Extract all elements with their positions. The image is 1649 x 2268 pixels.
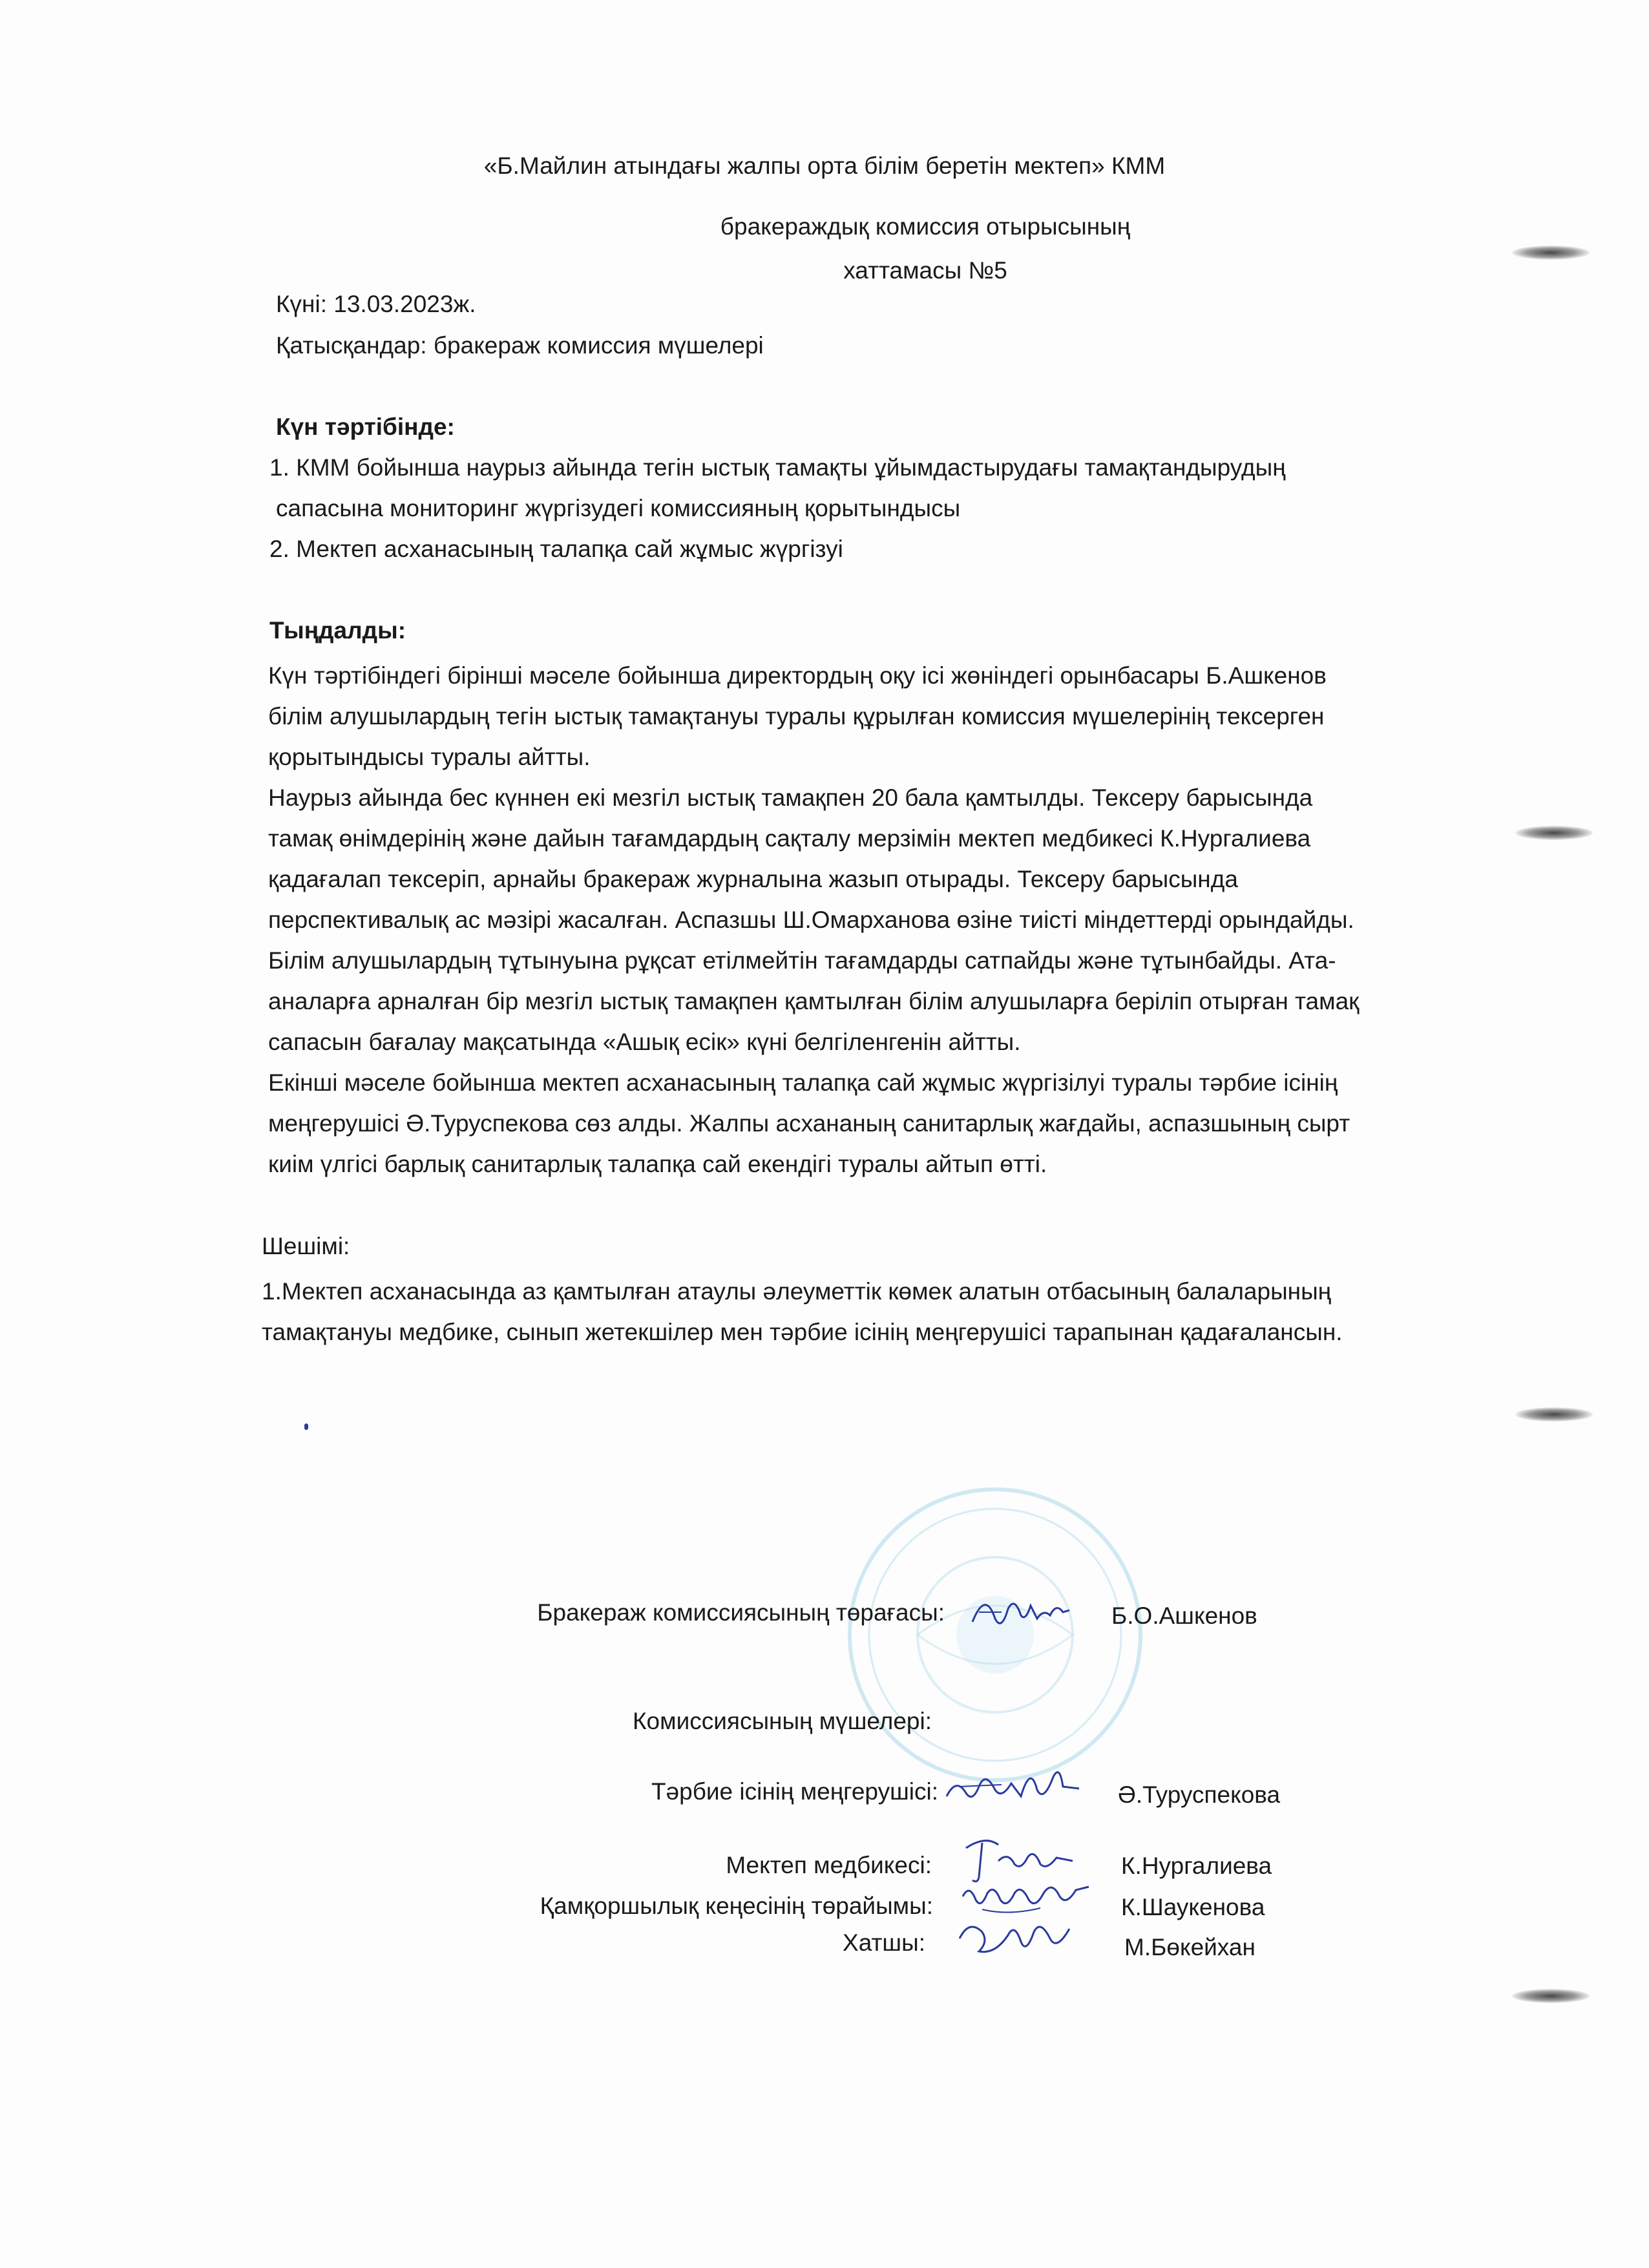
heard-line: киім үлгісі барлық санитарлық талапқа сай екендігі туралы айтып өтті. bbox=[268, 1151, 1047, 1177]
heard-line: білім алушылардың тегін ыстық тамақтануы туралы құрылған комиссия мүшелерінің тексерген bbox=[268, 703, 1325, 730]
scan-smudge bbox=[1512, 246, 1590, 260]
document-title-line1: бракераждық комиссия отырысының bbox=[720, 213, 1131, 240]
member-name: Ә.Туруспекова bbox=[1118, 1781, 1281, 1808]
chair-label: Бракераж комиссиясының төрағасы: bbox=[537, 1599, 945, 1626]
heard-line: перспективалық ас мәзірі жасалған. Аспазшы Ш.Омарханова өзіне тиісті міндеттерді орындайды. bbox=[268, 907, 1354, 933]
scan-smudge bbox=[1512, 1989, 1590, 2003]
heard-heading: Тыңдалды: bbox=[269, 617, 406, 644]
member-signature bbox=[940, 1751, 1089, 1822]
decision-heading: Шешімі: bbox=[262, 1233, 350, 1259]
decision-line: тамақтануы медбике, сынып жетекшілер мен тәрбие ісінің меңгерушісі тарапынан қадағалансын. bbox=[262, 1319, 1343, 1345]
heard-line: Екінші мәселе бойынша мектеп асханасының талапқа сай жұмыс жүргізілуі туралы тәрбие ісінің bbox=[268, 1069, 1338, 1096]
heard-line: қорытындысы туралы айтты. bbox=[268, 744, 591, 770]
heard-line: Наурыз айында бес күннен екі мезгіл ыстық тамақпен 20 бала қамтылды. Тексеру барысында bbox=[268, 784, 1313, 811]
agenda-line: 1. КММ бойынша наурыз айында тегін ыстық тамақты ұйымдастырудағы тамақтандырудың bbox=[269, 454, 1286, 481]
member-label: Мектеп медбикесі: bbox=[726, 1852, 932, 1878]
heard-line: Күн тәртібіндегі бірінші мәселе бойынша директордың оқу ісі жөніндегі орынбасары Б.Ашкенов bbox=[268, 662, 1327, 689]
heard-line: Білім алушылардың тұтынуына рұқсат етілмейтін тағамдарды сатпайды және тұтынбайды. Ата- bbox=[268, 947, 1336, 974]
member-name: К.Шаукенова bbox=[1121, 1894, 1265, 1920]
meeting-date: Күні: 13.03.2023ж. bbox=[276, 291, 476, 317]
member-label: Хатшы: bbox=[843, 1929, 925, 1956]
heard-line: сапасын бағалау мақсатында «Ашық есік» күні белгіленгенін айтты. bbox=[268, 1029, 1021, 1055]
scan-smudge bbox=[1515, 826, 1593, 840]
ink-dot bbox=[304, 1423, 308, 1430]
member-name: М.Бөкейхан bbox=[1124, 1934, 1255, 1960]
member-label: Қамқоршылық кеңесінің төрайымы: bbox=[540, 1893, 933, 1919]
heard-line: аналарға арналған бір мезгіл ыстық тамақпен қамтылған білім алушыларға беріліп отырған тамақ bbox=[268, 988, 1360, 1014]
scan-smudge bbox=[1515, 1407, 1593, 1422]
member-signature bbox=[950, 1906, 1086, 1964]
member-label: Тәрбие ісінің меңгерушісі: bbox=[651, 1778, 938, 1805]
agenda-line: сапасына мониторинг жүргізудегі комиссияның қорытындысы bbox=[276, 495, 961, 521]
heard-line: қадағалап тексеріп, арнайы бракераж журналына жазып отырады. Тексеру барысында bbox=[268, 866, 1238, 892]
chair-name: Б.О.Ашкенов bbox=[1111, 1602, 1257, 1629]
chair-signature bbox=[966, 1583, 1076, 1641]
organization-name: «Б.Майлин атындағы жалпы орта білім беретін мектеп» КММ bbox=[483, 152, 1166, 179]
heard-line: тамақ өнімдерінің және дайын тағамдардың сақталу мерзімін мектеп медбикесі К.Нургалиева bbox=[268, 825, 1311, 852]
agenda-line: 2. Мектеп асханасының талапқа сай жұмыс жүргізуі bbox=[269, 536, 843, 562]
heard-line: меңгерушісі Ә.Туруспекова сөз алды. Жалпы асхананың санитарлық жағдайы, аспазшының сырт bbox=[268, 1110, 1350, 1137]
members-label: Комиссиясының мүшелері: bbox=[633, 1708, 932, 1734]
agenda-heading: Күн тәртібінде: bbox=[276, 414, 455, 440]
member-name: К.Нургалиева bbox=[1121, 1853, 1272, 1879]
participants: Қатысқандар: бракераж комиссия мүшелері bbox=[276, 332, 764, 359]
decision-line: 1.Мектеп асханасында аз қамтылған атаулы әлеуметтік көмек алатын отбасының балаларының bbox=[262, 1278, 1332, 1305]
document-title-line2: хаттамасы №5 bbox=[843, 257, 1007, 284]
